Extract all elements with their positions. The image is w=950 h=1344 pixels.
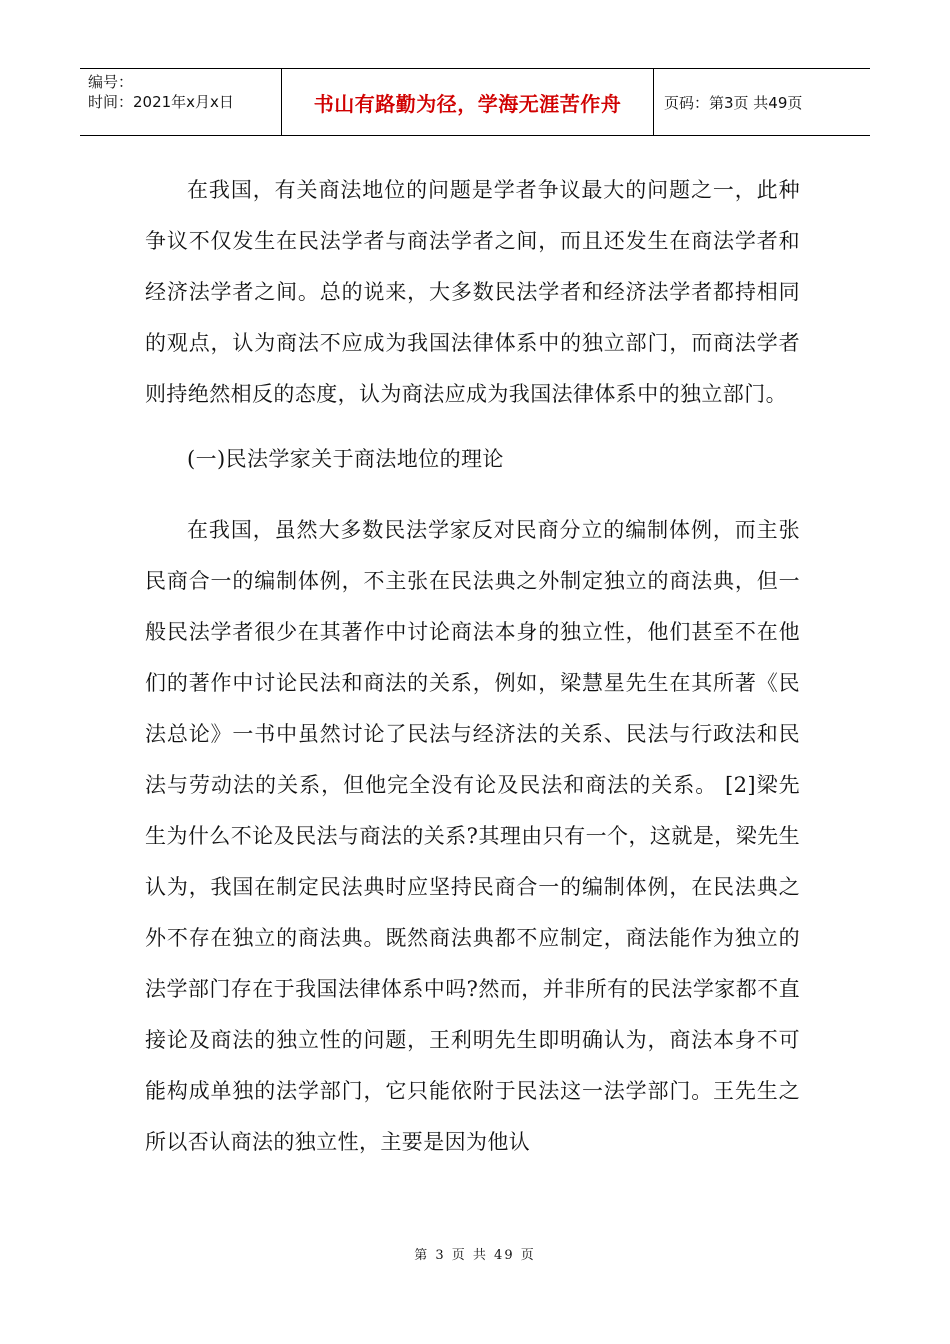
page-footer: 第 3 页 共 49 页 (414, 1248, 536, 1263)
document-number-label: 编号： (88, 73, 134, 91)
body-paragraph: 在我国，虽然大多数民法学家反对民商分立的编制体例，而主张民商合一的编制体例，不主张在民法典之外制定独立的商法典，但一般民法学者很少在其著作中讨论商法本身的独立性，他们甚至不在他们的著作中讨论民法和商法的关系，例如，梁慧星先生在其所著《民法总论》一书中虽然讨论了民法与经济法的关系、民法与行政法和民法与劳动法的关系，但他完全没有论及民法和商法的关系。 [2]梁先生为什么不论及民法与商法的关系?其理由只有一个，这就是，梁先生认为，我国在制定民法典时应坚持民商合一的编制体例，在民法典之外不存在独立的商法典。既然商法典都不应制定，商法能作为独立的法学部门存在于我国法律体系中吗?然而，并非所有的民法学家都不直接论及商法的独立性的问题，王利明先生即明确认为，商法本身不可能构成单独的法学部门，它只能依附于民法这一法学部门。王先生之所以否认商法的独立性，主要是因为他认 (145, 518, 800, 1154)
section-heading: (一)民法学家关于商法地位的理论 (187, 447, 504, 471)
body-paragraph: 在我国，有关商法地位的问题是学者争议最大的问题之一，此种争议不仅发生在民法学者与商法学者之间，而且还发生在商法学者和经济法学者之间。总的说来，大多数民法学者和经济法学者都持相同的观点，认为商法不应成为我国法律体系中的独立部门，而商法学者则持绝然相反的态度，认为商法应成为我国法律体系中的独立部门。 (145, 178, 800, 406)
header-page-indicator: 页码：第3页 共49页 (664, 93, 803, 112)
document-time-label: 时间：2021年x月x日 (88, 93, 234, 111)
header-meta (80, 69, 282, 135)
page-header (80, 68, 870, 136)
header-motto: 书山有路勤为径，学海无涯苦作舟 (282, 69, 654, 135)
document-body (145, 165, 800, 1168)
